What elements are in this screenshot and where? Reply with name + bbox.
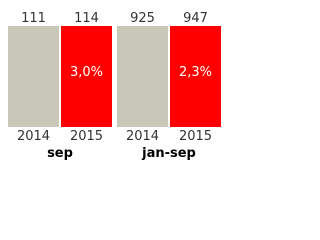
tick-label-jan-sep-2014: 2014 (125, 129, 160, 144)
group-label-sep: sep (47, 146, 73, 161)
change-label-sep: 3,0% (69, 65, 104, 80)
value-label-sep-2014: 111 (21, 11, 46, 26)
tick-label-sep-2015: 2015 (69, 129, 104, 144)
chart-group-jan-sep (117, 11, 221, 161)
bar-sep-2014 (8, 26, 59, 127)
value-label-jan-sep-2014: 925 (130, 11, 155, 26)
change-label-jan-sep: 2,3% (178, 65, 213, 80)
tick-label-jan-sep-2015: 2015 (178, 129, 213, 144)
chart-group-sep (8, 11, 112, 161)
tick-label-sep-2014: 2014 (16, 129, 51, 144)
value-label-jan-sep-2015: 947 (183, 11, 208, 26)
group-label-jan-sep: jan-sep (142, 146, 196, 161)
bar-jan-sep-2014 (117, 26, 168, 127)
value-label-sep-2015: 114 (74, 11, 99, 26)
